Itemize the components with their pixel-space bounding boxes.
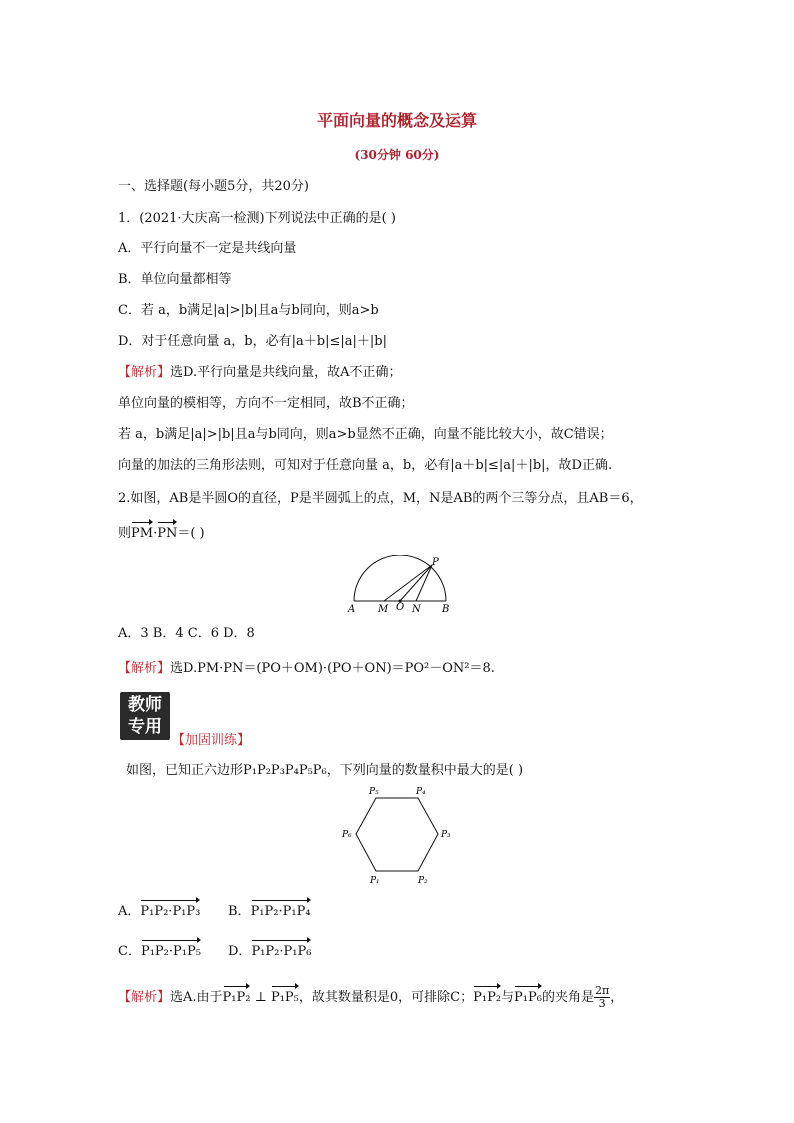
vector-pm: PM: [131, 526, 154, 541]
hex-label-p5: P₅: [369, 787, 379, 797]
teacher-only-badge: 教师 专用: [120, 692, 170, 740]
q1-analysis-line-3: 若 a，b满足|a|>|b|且a与b同向，则a>b显然不正确，向量不能比较大小，故C错误；: [118, 427, 613, 442]
q1-option-b: B．单位向量都相等: [118, 272, 232, 287]
q3-option-c: C．P₁P₂·P₁P₅: [118, 944, 201, 959]
hex-label-p2: P₂: [418, 876, 428, 886]
q2-analysis: 【解析】选D.PM·PN＝(PO＋OM)·(PO＋ON)＝PO²－ON²＝8.: [118, 661, 495, 676]
label-b: B: [442, 604, 450, 615]
q1-analysis-line-1: 【解析】选D.平行向量是共线向量，故A不正确；: [118, 365, 402, 380]
q3-option-d: D．P₁P₂·P₁P₆: [228, 944, 312, 959]
label-o: O: [396, 602, 405, 613]
section-heading: 一、选择题(每小题5分，共20分): [118, 179, 309, 194]
q1-analysis-line-2: 单位向量的模相等，方向不一定相同，故B不正确；: [118, 396, 414, 411]
analysis-tag: 【解析】: [118, 990, 171, 1005]
page-subtitle: (30分钟 60分): [354, 148, 440, 162]
analysis-tag: 【解析】: [118, 661, 171, 676]
q3-stem: 如图，已知正六边形P₁P₂P₃P₄P₅P₆，下列向量的数量积中最大的是( ): [126, 763, 524, 778]
q3-option-a: A．P₁P₂·P₁P₃: [118, 904, 201, 919]
reinforce-label: 【加固训练】: [172, 733, 251, 748]
q1-analysis-line-4: 向量的加法的三角形法则，可知对于任意向量 a，b，必有|a＋b|≤|a|＋|b|，故D正确.: [118, 458, 613, 473]
vector-pn: PN: [157, 526, 178, 541]
hex-label-p4: P₄: [416, 787, 426, 797]
hex-label-p3: P₃: [441, 830, 451, 840]
fraction: $\frac{2\pi}{3}$: [594, 984, 610, 1010]
page-title: 平面向量的概念及运算: [316, 111, 477, 130]
q1-option-c: C．若 a，b满足|a|>|b|且a与b同向，则a>b: [118, 303, 379, 318]
q1-option-d: D．对于任意向量 a，b，必有|a＋b|≤|a|＋|b|: [118, 334, 387, 349]
analysis-tag: 【解析】: [118, 365, 171, 380]
label-m: M: [378, 604, 389, 615]
label-p: P: [432, 557, 439, 568]
label-n: N: [412, 604, 421, 615]
q2-stem-line-2: 则PM·PN＝( ): [118, 526, 205, 541]
q2-stem-line-1: 2.如图，AB是半圆O的直径，P是半圆弧上的点，M，N是AB的两个三等分点，且AB＝6，: [118, 491, 643, 506]
semicircle-figure: [340, 555, 460, 615]
label-a: A: [348, 604, 356, 615]
q1-option-a: A．平行向量不一定是共线向量: [118, 241, 297, 256]
q2-options: A．3 B．4 C．6 D．8: [118, 626, 255, 641]
q3-option-b: B．P₁P₂·P₁P₄: [228, 904, 311, 919]
hexagon-figure: [340, 785, 455, 890]
q1-stem: 1．(2021·大庆高一检测)下列说法中正确的是( ): [118, 211, 396, 226]
hex-label-p1: P₁: [370, 876, 380, 886]
q3-analysis: 【解析】选A.由于P₁P₂ ⊥ P₁P₅，故其数量积是0，可排除C；P₁P₂与P₁P₆的夹角是 $\frac{2\pi}{3}$ ，: [118, 984, 624, 1010]
hex-label-p6: P₆: [342, 830, 352, 840]
